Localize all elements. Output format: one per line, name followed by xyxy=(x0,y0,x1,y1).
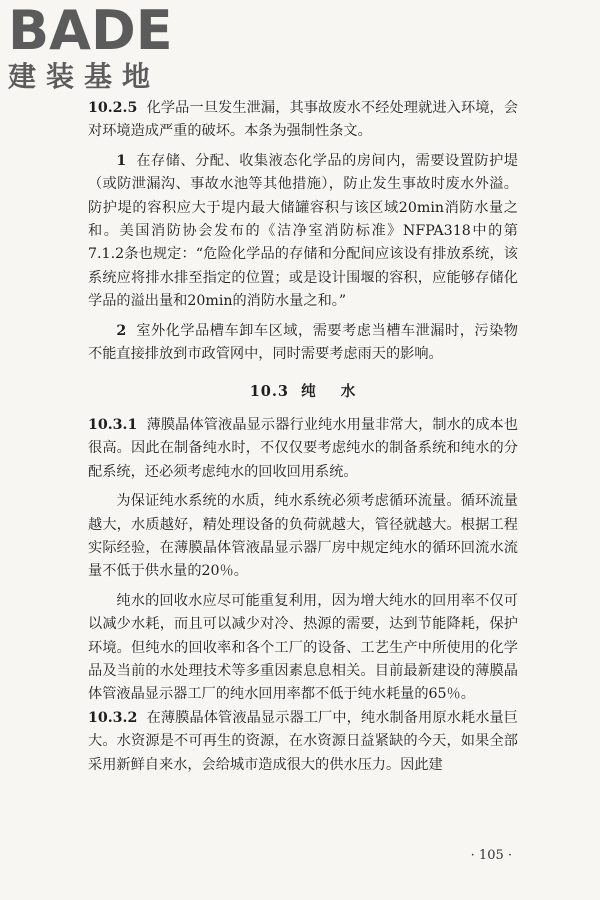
item-text: 室外化学品槽车卸车区域，需要考虑当槽车泄漏时，污染物不能直接排放到市政管网中，同时需要考虑雨天的影响。 xyxy=(88,322,518,363)
item-number: 1 xyxy=(116,152,127,169)
clause-number: 10.2.5 xyxy=(88,100,138,116)
clause-number: 10.3.1 xyxy=(88,416,138,433)
clause-10-3-1 xyxy=(88,414,518,484)
clause-text: 化学品一旦发生泄漏，其事故废水不经处理就进入环境，会对环境造成严重的破坏。本条为强制性条文。 xyxy=(88,100,518,140)
clause-text: 薄膜晶体管液晶显示器行业纯水用量非常大，制水的成本也很高。因此在制备纯水时，不仅仅要考虑纯水的制备系统和纯水的分配系统，还必须考虑纯水的回收回用系统。 xyxy=(88,416,518,480)
item-2 xyxy=(88,320,518,367)
item-1 xyxy=(88,150,518,314)
item-text: 在存储、分配、收集液态化学品的房间内，需要设置防护堤（或防泄漏沟、事故水池等其他措施），防止发生事故时废水外溢。防护堤的容积应大于堤内最大储罐容积与该区域20min消防水量之和。美国消防协会发布的《洁净室消防标准》NFPA318中的第7.1.2条也规定：“危险化学品的存储和分配间应该设有排放系统，该系统应将排水排至指定的位置；或是设计围堰的容积，应能够存储化学品的溢出量和20min的消防水量之和。” xyxy=(88,152,518,310)
logo-brand: BADE xyxy=(8,0,173,62)
item-number: 2 xyxy=(116,322,127,339)
document-body xyxy=(88,97,518,777)
logo-subtitle: 建装基地 xyxy=(8,60,161,93)
clause-number: 10.3.2 xyxy=(88,709,138,726)
section-heading: 10.3 纯 水 xyxy=(249,383,357,401)
bade-logo xyxy=(8,0,178,94)
clause-10-2-5 xyxy=(88,97,518,144)
paragraph-circulation: 为保证纯水系统的水质，纯水系统必须考虑循环流量。循环流量越大，水质越好，精处理设备的负荷就越大，管径就越大。根据工程实际经验，在薄膜晶体管液晶显示器厂房中规定纯水的循环回流水流量不低于供水量的20％。 xyxy=(88,493,518,580)
clause-10-3-2 xyxy=(88,707,518,777)
clause-text: 在薄膜晶体管液晶显示器工厂中，纯水制备用原水耗水量巨大。水资源是不可再生的资源，在水资源日益紧缺的今天，如果全部采用新鲜自来水，会给城市造成很大的供水压力。因此建 xyxy=(88,709,518,773)
page-number: · 105 · xyxy=(470,848,512,863)
paragraph-recovery: 纯水的回收水应尽可能重复利用，因为增大纯水的回用率不仅可以减少水耗，而且可以减少对冷、热源的需要，达到节能降耗，保护环境。但纯水的回收率和各个工厂的设备、工艺生产中所使用的化学品及当前的水处理技术等多重因素息息相关。目前最新建设的薄膜晶体管液晶显示器工厂的纯水回用率都不低于纯水耗量的65％。 xyxy=(88,592,518,703)
